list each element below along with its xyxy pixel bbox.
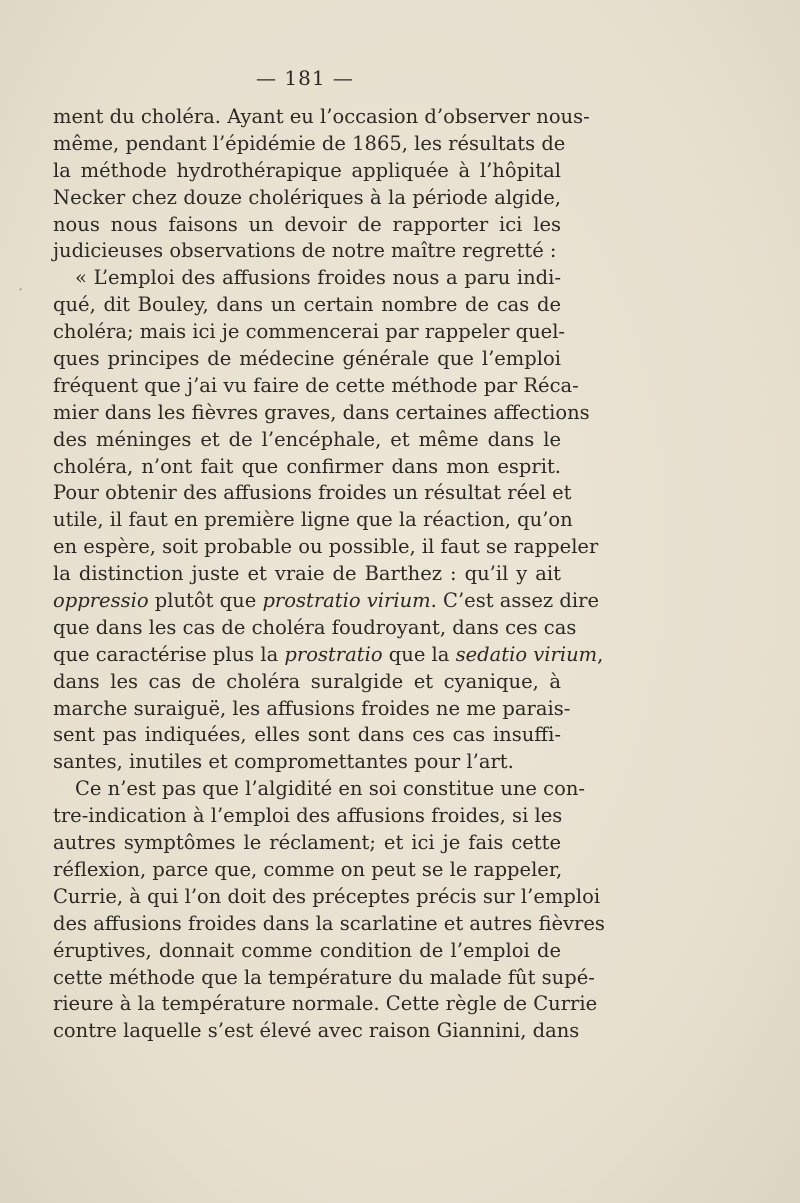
text-line: cette méthode que la température du malade fût supé-	[53, 965, 595, 989]
text-line: tre-indication à l’emploi des affusions froides, si les	[53, 804, 563, 828]
text-line: réflexion, parce que, comme on peut se le rappeler,	[53, 857, 563, 881]
text-line: que dans les cas de choléra foudroyant, dans ces cas	[53, 615, 577, 639]
text-line: « L’emploi des affusions froides nous a paru indi-	[75, 266, 561, 290]
italic-term: oppressio	[53, 589, 149, 613]
text-fragment: que caractérise plus la	[53, 642, 285, 666]
text-line: choléra; mais ici je commencerai par rappeler quel-	[53, 320, 566, 344]
text-line-mixed	[53, 588, 599, 615]
text-line: dans les cas de choléra suralgide et cyanique, à	[53, 669, 561, 693]
text-line: la méthode hydrothérapique appliquée à l’hôpital	[53, 158, 561, 182]
text-line: santes, inutiles et compromettantes pour l’art.	[53, 750, 514, 774]
text-line: Pour obtenir des affusions froides un résultat réel et	[53, 481, 572, 505]
text-line: rieure à la température normale. Cette règle de Currie	[53, 992, 598, 1016]
text-line: ment du choléra. Ayant eu l’occasion d’observer nous-	[53, 105, 590, 128]
text-fragment: . C’est assez dire	[430, 589, 599, 613]
text-line: sent pas indiquées, elles sont dans ces cas insuffi-	[53, 723, 561, 747]
text-line: judicieuses observations de notre maître regretté :	[53, 239, 557, 263]
text-line: la distinction juste et vraie de Barthez : qu’il y ait	[53, 562, 561, 586]
text-line: marche suraiguë, les affusions froides ne me parais-	[53, 696, 571, 720]
text-fragment: ,	[597, 642, 604, 666]
text-line: choléra, n’ont fait que confirmer dans mon esprit.	[53, 454, 561, 478]
text-line: qué, dit Bouley, dans un certain nombre de cas de	[53, 293, 561, 317]
text-line: même, pendant l’épidémie de 1865, les résultats de	[53, 131, 566, 155]
text-line: des méninges et de l’encéphale, et même dans le	[53, 427, 561, 451]
text-fragment: plutôt que	[148, 589, 263, 613]
text-line: des affusions froides dans la scarlatine et autres fièvres	[53, 911, 605, 935]
text-line: fréquent que j’ai vu faire de cette méthode par Réca-	[53, 373, 579, 397]
margin-mark: ¸	[18, 280, 23, 291]
text-line: contre laquelle s’est élevé avec raison Giannini, dans	[53, 1019, 580, 1043]
italic-term: sedatio virium	[455, 642, 598, 666]
text-line-mixed	[53, 642, 604, 669]
text-line: Currie, à qui l’on doit des préceptes précis sur l’emploi	[53, 884, 601, 908]
text-line: ques principes de médecine générale que l’emploi	[53, 347, 561, 371]
text-line: mier dans les fièvres graves, dans certaines affections	[53, 400, 590, 424]
italic-term: prostratio virium	[262, 589, 431, 613]
text-line: nous nous faisons un devoir de rapporter ici les	[53, 212, 561, 236]
text-line: éruptives, donnait comme condition de l’emploi de	[53, 938, 561, 962]
text-line: Necker chez douze cholériques à la période algide,	[53, 185, 561, 209]
text-line: utile, il faut en première ligne que la réaction, qu’on	[53, 508, 573, 532]
page-number: — 181 —	[256, 66, 354, 90]
text-fragment: que la	[382, 642, 456, 666]
body-text	[53, 104, 605, 1045]
text-line: Ce n’est pas que l’algidité en soi constitue une con-	[75, 777, 585, 801]
italic-term: prostratio	[284, 642, 383, 666]
text-line: en espère, soit probable ou possible, il faut se rappeler	[53, 535, 599, 559]
text-line: autres symptômes le réclament; et ici je fais cette	[53, 831, 561, 855]
